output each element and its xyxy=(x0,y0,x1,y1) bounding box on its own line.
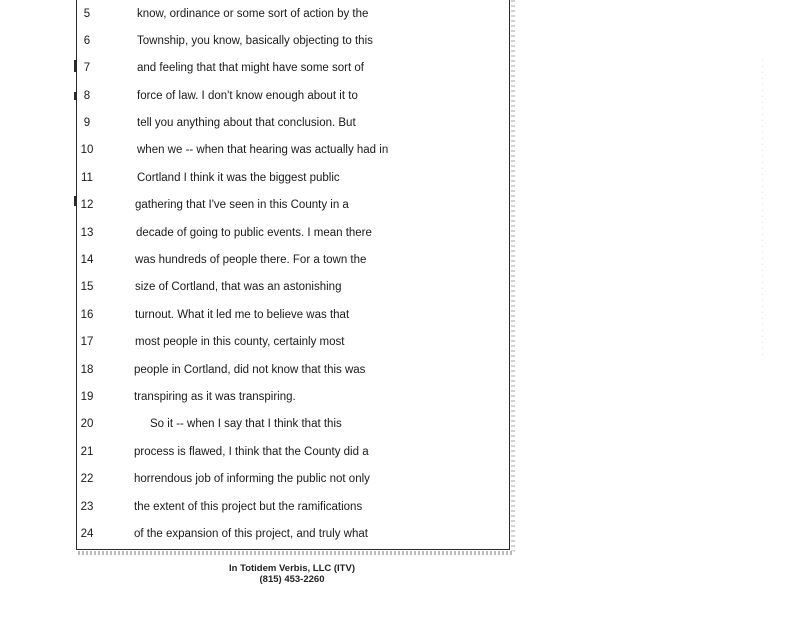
transcript-line xyxy=(0,305,520,325)
line-text: tell you anything about that conclusion. But xyxy=(137,117,356,129)
transcript-line xyxy=(0,140,520,160)
line-number: 6 xyxy=(83,35,91,47)
transcript-line xyxy=(0,31,520,51)
line-number: 5 xyxy=(83,8,91,20)
line-text: turnout. What it led me to believe was that xyxy=(135,309,350,321)
line-text: Township, you know, basically objecting to this xyxy=(137,35,373,47)
line-text: gathering that I've seen in this County in a xyxy=(135,199,349,211)
transcript-line xyxy=(0,86,520,106)
line-number: 14 xyxy=(80,254,94,266)
line-text: people in Cortland, did not know that this was xyxy=(134,364,366,376)
transcript-line xyxy=(0,168,520,188)
line-number: 16 xyxy=(80,309,94,321)
line-number: 10 xyxy=(80,144,94,156)
line-text: decade of going to public events. I mean there xyxy=(136,227,372,239)
scan-artifact-line xyxy=(762,60,763,360)
transcript-line xyxy=(0,223,520,243)
line-number: 8 xyxy=(83,90,91,102)
line-text: most people in this county, certainly most xyxy=(135,336,345,348)
page-footer xyxy=(200,563,384,585)
transcript-line xyxy=(0,387,520,407)
line-text: was hundreds of people there. For a town the xyxy=(135,254,367,266)
transcript-line xyxy=(0,58,520,78)
line-number: 9 xyxy=(83,117,91,129)
line-text: size of Cortland, that was an astonishing xyxy=(135,281,342,293)
transcript-line xyxy=(0,250,520,270)
line-text: Cortland I think it was the biggest public xyxy=(137,172,340,184)
line-number: 13 xyxy=(80,227,94,239)
transcript-border xyxy=(76,0,510,550)
line-number: 24 xyxy=(80,528,94,540)
line-text: process is flawed, I think that the County did a xyxy=(134,446,369,458)
transcript-line xyxy=(0,469,520,489)
line-text: and feeling that that might have some sort of xyxy=(137,62,364,74)
line-number: 17 xyxy=(80,336,94,348)
line-number: 7 xyxy=(83,62,91,74)
line-text: force of law. I don't know enough about it to xyxy=(137,90,358,102)
transcript-line xyxy=(0,195,520,215)
transcript-line xyxy=(0,277,520,297)
transcript-line xyxy=(0,497,520,517)
transcript-line xyxy=(0,113,520,133)
line-number: 22 xyxy=(80,473,94,485)
transcript-line xyxy=(0,332,520,352)
line-text: when we -- when that hearing was actually had in xyxy=(137,144,389,156)
line-number: 12 xyxy=(80,199,94,211)
line-number: 18 xyxy=(80,364,94,376)
line-number: 11 xyxy=(81,172,93,184)
transcript-line xyxy=(0,442,520,462)
line-text: of the expansion of this project, and truly what xyxy=(134,528,368,540)
line-number: 19 xyxy=(80,391,94,403)
line-text: transpiring as it was transpiring. xyxy=(134,391,296,403)
line-number: 20 xyxy=(80,418,94,430)
line-text: horrendous job of informing the public not only xyxy=(134,473,370,485)
transcript-line xyxy=(0,4,520,24)
line-number: 15 xyxy=(80,281,94,293)
transcript-line xyxy=(0,414,520,434)
line-text: So it -- when I say that I think that this xyxy=(150,418,342,430)
scan-shadow-bottom xyxy=(78,551,514,555)
transcript-line xyxy=(0,524,520,544)
footer-company: In Totidem Verbis, LLC (ITV) xyxy=(229,563,355,574)
footer-phone: (815) 453-2260 xyxy=(259,574,325,585)
transcript-line xyxy=(0,360,520,380)
line-text: know, ordinance or some sort of action by the xyxy=(137,8,369,20)
line-number: 23 xyxy=(80,501,94,513)
line-number: 21 xyxy=(80,446,94,458)
line-text: the extent of this project but the ramifications xyxy=(134,501,363,513)
